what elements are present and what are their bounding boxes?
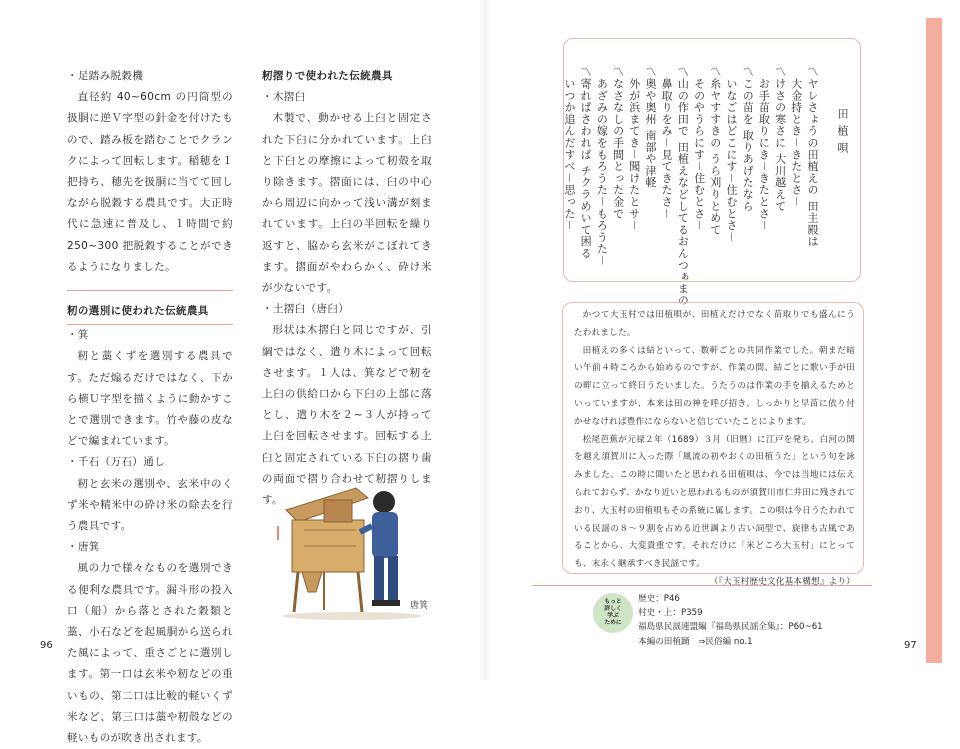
song-line: 鼻取りをみ－見てきたさ－ [660,66,674,220]
song-line: 大金持とき－きたとさ－ [789,66,803,208]
page-number-left: 96 [40,640,53,651]
page-number-right: 97 [904,640,917,651]
tomi-text: 風の力で様々なものを選別できる便利な農具です。漏斗形の投入口（船）から落とされた穀類と藁、小石などを起風胴から送られた風によって、重さごとに選別します。第一口は玄米や籾などの重いもの、第二口は比較的軽いくず米など、第三口は藁や籾殻などの軽いものが吹き出されます。 [67,562,233,745]
song-line: 〽奥や奥州 南部や津軽 [643,66,657,189]
page-gutter [478,0,492,680]
learn-more-badge [593,593,633,633]
commentary-paragraph: 田植えの多くは結といって、数軒ごとの共同作業でした。朝まだ暗い午前４時ころから始めるのですが、作業の間、結ごとに歌い手が田の畔に立って終日うたいました。うたうのは作業の手を揃えるためといっていますが、本来は田の神を呼び招き、しっかりと早苗に依り付かせなければ豊作にならないと信じていたことによります。 [574,345,855,427]
song-line: 〽糸ヤすすきの うら刈りとめて [708,66,722,236]
reference-item: 福島県民謡連盟編『福島県民謡全集』：P60~61 [638,622,823,633]
commentary-box [562,302,864,587]
reference-item: 村史・上：P359 [638,608,703,619]
senkoku-text: 籾と玄米の選別や、玄米中のくず米や精米中の砕け米の除去を行う農具です。 [67,477,233,533]
song-line: 〽なさなしの手間とった金で [611,66,625,220]
dosuri-text: 形状は木摺臼と同じですが、引綱ではなく、遣り木によって回転させます。１人は、箕などで籾を上臼の供給口から下臼の上部に落とし、遣り木を２~３人が持って上臼を回転させます。回転する上臼と固定されている下臼の摺り歯の両面で摺り合わせて籾摺りします。 [262,324,432,507]
song-title: 田植唄 [836,108,849,159]
song-line: あざみの嫁をもろうた－もろうた－ [595,66,609,267]
song-line: お手苗取りにき－きたとさ－ [757,66,771,232]
references-divider [532,585,872,586]
reference-list [638,592,823,649]
kisuri-heading: ・木摺臼 [262,91,306,104]
treadle-thresher-heading: ・足踏み脱穀機 [67,70,144,82]
song-line: そのやうらにす－住むとさ－ [692,66,706,232]
left-column [67,66,233,749]
badge-text: 学ぶ [607,613,619,619]
section-divider [67,290,233,291]
song-line: いつか追んだすべ－思った－ [562,66,576,232]
dosuri-heading: ・土摺臼（唐臼） [262,303,350,316]
side-accent-band [926,18,942,663]
song-line: 〽この苗を 取りあげたなら [741,66,755,212]
badge-text: ために [604,620,622,626]
reference-item: 本編の田植踊 ⇒民俗編 no.1 [638,636,753,647]
mi-heading: ・箕 [67,329,89,342]
illustration-caption: 唐箕 [410,601,429,611]
commentary-source: （『大玉村歴史文化基本構想』より） [709,576,855,587]
badge-text: 詳しく [604,606,622,612]
commentary-paragraph: かつて大玉村では田植唄が、田植えだけでなく苗取りでも盛んにうたわれました。 [574,310,855,338]
song-line: 外が浜まてき－聞けたとサ－ [627,66,641,232]
song-line: 〽寄れぱさわれば チクラめいて困る [579,66,593,260]
sorting-tools-heading: 籾の選別に使われた伝統農具 [67,301,233,325]
tomi-heading: ・唐箕 [67,541,100,554]
badge-text: もっと [604,599,622,605]
middle-column [262,66,432,511]
song-line: 〽山の作田で 田植えなどしてるおんつぁまの [676,66,690,307]
hulling-tools-heading: 籾摺りで使われた伝統農具 [262,70,393,82]
mi-text: 籾と藁くずを選別する農具です。ただ煽るだけではなく、下から横Ｕ字型を描くように動かすことで選別できます。竹や藤の皮などで編まれています。 [67,350,233,448]
commentary-paragraph: 松尾芭蕉が元禄２年（1689）３月（旧暦）に江戸を発ち、白河の関を越え須賀川に入った際「風流の初やおくの田植うた」という句を詠みました。この時に聞いたと思われる田植唄は、今では当地には伝えられておらず、かなり近いと思われるものが須賀川市仁井田に残されており、大玉村の田植唄もその系統に属します。この唄は今日うたわれている民謡の８～９割を占める近世調より古い詞型で、旋律も古風であることから、大変貴重です。それだけに「米どころ大玉村」にとっても、末永く継承すべき民謡です。 [574,434,855,570]
treadle-thresher-text: 直径約 40~60cm の円筒型の扱胴に逆Ｖ字型の針金を付けたもので、踏み板を踏むことでクランクによって回転します。稲穂を１把持ち、穂先を扱胴に当てて回しながら脱穀する農具です。大正時代に急速に普及し、１時間で約 250~300 把脱穀することができるようになりました。 [67,91,233,273]
song-line: いなごはどこにす－住むとさ－ [724,66,738,243]
song-lyrics [562,66,820,307]
senkoku-heading: ・千石（万石）通し [67,456,166,469]
reference-item: 歴史：P46 [638,594,680,604]
kisuri-text: 木製で、動かせる上臼と固定された下臼に分かれています。上臼と下臼との摩擦によって籾殻を取り除きます。摺面には、臼の中心から周辺に向かって浅い溝が刻まれています。上臼の半回転を繰り返すと、脇から玄米がこぼれてきます。摺面がやわらかく、砕け米が少ないです。 [262,112,432,295]
song-line: 〽ヤレさょうの田植えの 田主殿は [806,66,819,248]
song-line: 〽けさの寒さに 大川越えて [773,66,787,212]
